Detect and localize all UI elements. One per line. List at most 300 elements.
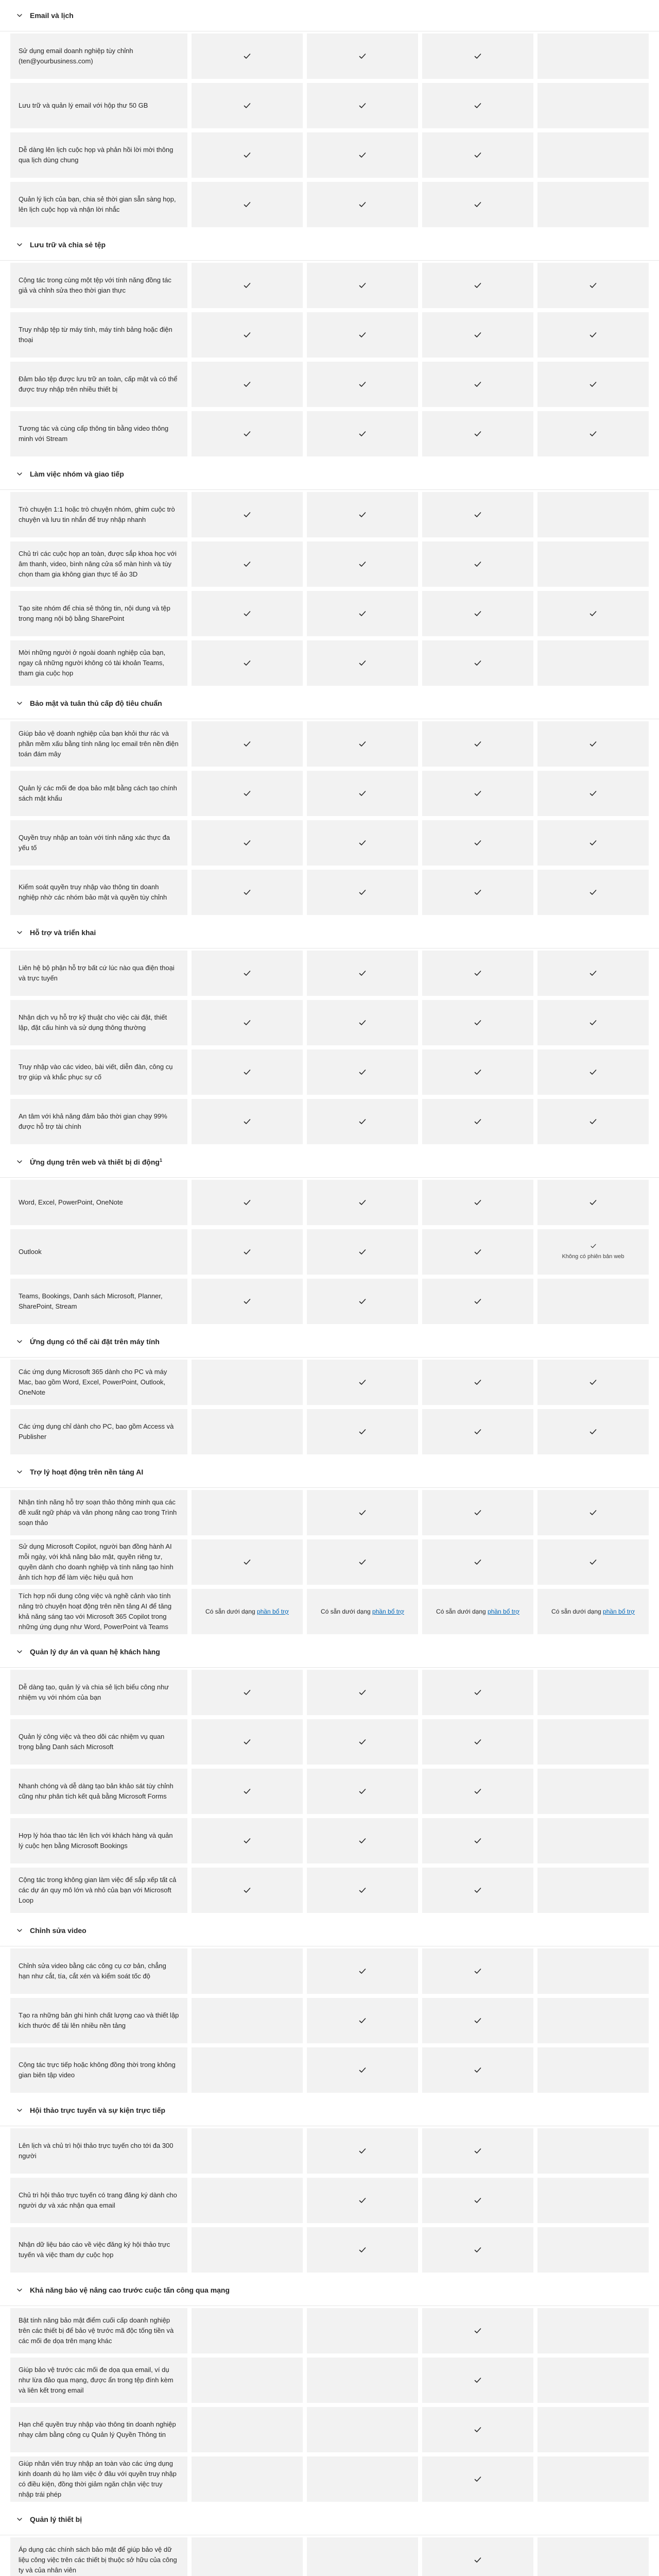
checkmark-icon — [474, 789, 482, 798]
addon-prefix: Có sẵn dưới dạng — [436, 1608, 486, 1615]
plan-cell — [422, 1670, 533, 1715]
plan-cell — [422, 2407, 533, 2452]
feature-label: Cộng tác trong không gian làm việc để sắp xếp tất cả các dự án quy mô lớn và nhỏ của bạn với Microsoft Loop — [10, 1868, 187, 1913]
feature-label: Giúp nhân viên truy nhập an toàn vào các ứng dụng kinh doanh dù họ làm việc ở đâu với quyền truy nhập có điều kiện, đồng thời giảm ngăn chặn việc truy nhập trái phép — [10, 2456, 187, 2502]
plan-cell — [192, 312, 303, 358]
plan-cell — [307, 1670, 418, 1715]
checkmark-icon — [474, 281, 482, 290]
table-row — [0, 1587, 659, 1636]
plan-cell — [192, 1719, 303, 1765]
checkmark-icon — [243, 1297, 251, 1306]
plan-cell — [192, 1589, 303, 1634]
plan-cell — [537, 1229, 649, 1275]
chevron-down-icon[interactable] — [16, 929, 23, 936]
checkmark-icon — [474, 1297, 482, 1306]
checkmark-icon — [243, 1117, 251, 1126]
checkmark-icon — [474, 2327, 482, 2335]
table-row — [0, 1488, 659, 1537]
section-header[interactable] — [0, 1326, 659, 1358]
plan-cell — [422, 2537, 533, 2576]
checkmark-icon — [474, 1787, 482, 1795]
table-row — [0, 81, 659, 130]
plan-cell — [422, 1229, 533, 1275]
plan-cell — [422, 362, 533, 407]
plan-cell — [537, 1279, 649, 1324]
plan-cell — [192, 2128, 303, 2174]
feature-label: Kiểm soát quyền truy nhập vào thông tin doanh nghiệp nhờ các nhóm bảo mật và quyền tùy chỉnh — [10, 870, 187, 915]
plan-cell — [422, 1180, 533, 1225]
plan-cell — [192, 1490, 303, 1535]
table-row — [0, 2045, 659, 2095]
feature-section — [0, 2275, 659, 2504]
section-title — [30, 241, 106, 249]
checkmark-icon — [589, 1198, 597, 1207]
addon-prefix: Có sẵn dưới dạng — [551, 1608, 601, 1615]
plan-cell — [192, 132, 303, 178]
table-row — [0, 1178, 659, 1227]
chevron-down-icon[interactable] — [16, 12, 23, 19]
feature-label: Bật tính năng bảo mật điểm cuối cấp doanh nghiệp trên các thiết bị để bảo vệ trước mã độc tống tiền và các mối đe dọa trên mạng khác — [10, 2308, 187, 2353]
chevron-down-icon[interactable] — [16, 1469, 23, 1475]
table-row — [0, 1767, 659, 1816]
feature-label: Nhận dịch vụ hỗ trợ kỹ thuật cho việc cài đặt, thiết lập, đặt cấu hình và sử dụng thông thường — [10, 1000, 187, 1045]
feature-section — [0, 459, 659, 688]
section-title — [30, 470, 124, 478]
plan-cell — [307, 1000, 418, 1045]
plan-cell — [422, 182, 533, 227]
checkmark-icon — [243, 1837, 251, 1845]
checkmark-icon — [358, 1837, 367, 1845]
checkmark-icon — [589, 1243, 597, 1251]
checkmark-icon — [358, 151, 367, 159]
table-row — [0, 261, 659, 310]
plan-cell — [537, 1670, 649, 1715]
cell-note: Không có phiên bản web — [562, 1253, 625, 1260]
checkmark-icon — [474, 1738, 482, 1746]
plan-cell — [537, 1719, 649, 1765]
plan-cell — [307, 2358, 418, 2403]
checkmark-icon — [474, 380, 482, 388]
section-header[interactable] — [0, 0, 659, 31]
checkmark-icon — [589, 430, 597, 438]
plan-cell — [307, 1099, 418, 1144]
addon-availability — [545, 1607, 641, 1616]
plan-cell — [537, 870, 649, 915]
chevron-down-icon[interactable] — [16, 2516, 23, 2522]
section-header[interactable] — [0, 2275, 659, 2306]
plan-cell — [422, 1589, 533, 1634]
plan-cell — [537, 1409, 649, 1454]
table-row — [0, 130, 659, 180]
chevron-down-icon[interactable] — [16, 1159, 23, 1165]
checkmark-icon — [474, 1248, 482, 1256]
checkmark-icon — [589, 1558, 597, 1566]
checkmark-icon — [358, 200, 367, 209]
plan-cell — [192, 870, 303, 915]
checkmark-icon — [358, 1248, 367, 1256]
section-title-text: Làm việc nhóm và giao tiếp — [30, 470, 124, 478]
plan-cell — [192, 33, 303, 79]
checkmark-icon — [474, 151, 482, 159]
plan-cell — [422, 721, 533, 767]
addon-link[interactable]: phần bổ trợ — [488, 1608, 519, 1615]
table-row — [0, 948, 659, 998]
plan-cell — [192, 182, 303, 227]
checkmark-icon — [358, 1297, 367, 1306]
feature-label: Nhận tính năng hỗ trợ soạn thảo thông minh qua các đề xuất ngữ pháp và văn phong nâng cao trong Trình soạn thảo — [10, 1490, 187, 1535]
checkmark-icon — [358, 2196, 367, 2205]
table-row — [0, 1946, 659, 1996]
feature-label: Cộng tác trong cùng một tệp với tính năng đồng tác giả và chỉnh sửa theo thời gian thực — [10, 263, 187, 308]
checkmark-icon — [474, 888, 482, 896]
table-row — [0, 539, 659, 589]
plan-cell — [537, 2178, 649, 2223]
checkmark-icon — [474, 609, 482, 618]
addon-link[interactable]: phần bổ trợ — [603, 1608, 635, 1615]
plan-cell — [537, 1818, 649, 1863]
feature-label: Lưu trữ và quản lý email với hộp thư 50 GB — [10, 83, 187, 128]
section-title-text: Quản lý dự án và quan hệ khách hàng — [30, 1648, 160, 1656]
footnote-marker: 1 — [159, 1157, 162, 1163]
plan-cell — [537, 83, 649, 128]
plan-cell — [422, 1948, 533, 1994]
checkmark-icon — [474, 1068, 482, 1076]
feature-label: Quyền truy nhập an toàn với tính năng xác thực đa yếu tố — [10, 820, 187, 866]
table-row — [0, 769, 659, 818]
feature-label: Chủ trì hội thảo trực tuyến có trang đăng ký dành cho người dự và xác nhận qua email — [10, 2178, 187, 2223]
checkmark-icon — [358, 1886, 367, 1894]
checkmark-icon — [243, 659, 251, 667]
section-header[interactable] — [0, 1636, 659, 1668]
checkmark-icon — [243, 1019, 251, 1027]
plan-cell — [422, 1719, 533, 1765]
plan-cell — [537, 640, 649, 686]
plan-cell — [537, 411, 649, 456]
feature-label: Liên hệ bộ phận hỗ trợ bất cứ lúc nào qua điện thoại và trực tuyến — [10, 951, 187, 996]
plan-cell — [307, 541, 418, 587]
addon-availability — [430, 1607, 526, 1616]
checkmark-icon — [243, 789, 251, 798]
plan-cell — [537, 1948, 649, 1994]
checkmark-icon — [243, 380, 251, 388]
plan-cell — [307, 2227, 418, 2273]
checkmark-icon — [358, 2147, 367, 2155]
plan-cell — [422, 1099, 533, 1144]
checkmark-icon — [474, 1428, 482, 1436]
table-row — [0, 490, 659, 539]
checkmark-icon — [474, 1967, 482, 1975]
section-title — [30, 1468, 143, 1476]
plan-cell — [307, 1589, 418, 1634]
checkmark-icon — [358, 380, 367, 388]
table-row — [0, 638, 659, 688]
checkmark-icon — [474, 1019, 482, 1027]
plan-cell — [192, 2227, 303, 2273]
plan-cell — [537, 263, 649, 308]
feature-label: Sử dụng Microsoft Copilot, người bạn đồng hành AI mỗi ngày, với khả năng bảo mật, quyền riêng tư, quyền dành cho doanh nghiệp và tính năng tạo hình ảnh tích hợp để làm việc hiệu quả hơn — [10, 1539, 187, 1585]
section-header[interactable] — [0, 229, 659, 261]
checkmark-icon — [243, 430, 251, 438]
feature-label: Quản lý công việc và theo dõi các nhiệm vụ quan trọng bằng Danh sách Microsoft — [10, 1719, 187, 1765]
plan-cell — [537, 1769, 649, 1814]
section-header[interactable] — [0, 1456, 659, 1488]
section-title — [30, 1337, 160, 1346]
checkmark-icon — [474, 1837, 482, 1845]
checkmark-icon — [358, 1558, 367, 1566]
checkmark-icon — [358, 2066, 367, 2074]
feature-section — [0, 1456, 659, 1636]
checkmark-icon — [589, 1509, 597, 1517]
table-row — [0, 1537, 659, 1587]
checkmark-icon — [589, 969, 597, 977]
plan-cell — [307, 1769, 418, 1814]
plan-cell — [537, 492, 649, 537]
chevron-down-icon[interactable] — [16, 1649, 23, 1655]
section-title — [30, 2286, 230, 2294]
checkmark-icon — [358, 560, 367, 568]
section-title — [30, 2515, 82, 2523]
feature-label: Tương tác và cùng cấp thông tin bằng video thông minh với Stream — [10, 411, 187, 456]
plan-cell — [422, 411, 533, 456]
feature-label: Các ứng dụng chỉ dành cho PC, bao gồm Access và Publisher — [10, 1409, 187, 1454]
plan-cell — [422, 1818, 533, 1863]
chevron-down-icon[interactable] — [16, 1338, 23, 1345]
checkmark-icon — [243, 1068, 251, 1076]
plan-cell — [537, 1589, 649, 1634]
plan-cell — [307, 820, 418, 866]
table-row — [0, 868, 659, 917]
plan-cell — [307, 591, 418, 636]
table-row — [0, 2355, 659, 2405]
checkmark-icon — [243, 888, 251, 896]
feature-label: Quản lý các mối đe dọa bảo mật bằng cách tạo chính sách mật khẩu — [10, 771, 187, 816]
plan-cell — [537, 1360, 649, 1405]
chevron-down-icon[interactable] — [16, 2107, 23, 2113]
section-title — [30, 928, 96, 937]
plan-cell — [537, 721, 649, 767]
checkmark-icon — [474, 101, 482, 110]
plan-cell — [422, 820, 533, 866]
checkmark-icon — [474, 2016, 482, 2025]
chevron-down-icon[interactable] — [16, 700, 23, 706]
section-title-text: Trợ lý hoạt động trên nền tảng AI — [30, 1468, 144, 1476]
feature-section — [0, 2504, 659, 2576]
checkmark-icon — [358, 1967, 367, 1975]
checkmark-icon — [474, 2147, 482, 2155]
plan-cell — [307, 362, 418, 407]
section-header[interactable] — [0, 688, 659, 719]
plan-cell — [537, 33, 649, 79]
table-row — [0, 1277, 659, 1326]
checkmark-icon — [358, 1688, 367, 1697]
plan-cell — [537, 2227, 649, 2273]
section-title-text: Khả năng bảo vệ nâng cao trước cuộc tấn công qua mạng — [30, 2286, 230, 2294]
table-row — [0, 2454, 659, 2504]
table-row — [0, 2126, 659, 2176]
plan-cell — [307, 771, 418, 816]
feature-label: Tạo ra những bản ghi hình chất lượng cao và thiết lập kích thước để tải lên nhiều nền tảng — [10, 1998, 187, 2043]
feature-label: Dễ dàng tạo, quản lý và chia sẻ lịch biểu công như nhiệm vụ với nhóm của bạn — [10, 1670, 187, 1715]
checkmark-icon — [358, 1019, 367, 1027]
section-title — [30, 1926, 86, 1935]
plan-cell — [307, 1818, 418, 1863]
plan-cell — [192, 2456, 303, 2502]
plan-cell — [537, 2537, 649, 2576]
checkmark-icon — [474, 2556, 482, 2564]
feature-section — [0, 1326, 659, 1456]
checkmark-icon — [358, 888, 367, 896]
checkmark-icon — [243, 200, 251, 209]
checkmark-icon — [358, 2246, 367, 2254]
plan-cell — [422, 263, 533, 308]
checkmark-icon — [589, 1019, 597, 1027]
checkmark-icon — [243, 281, 251, 290]
checkmark-icon — [474, 1117, 482, 1126]
plan-cell — [537, 951, 649, 996]
section-header[interactable] — [0, 1915, 659, 1946]
plan-cell — [192, 591, 303, 636]
checkmark-icon — [358, 1428, 367, 1436]
plan-cell — [307, 1049, 418, 1095]
addon-link[interactable]: phần bổ trợ — [257, 1608, 289, 1615]
chevron-down-icon[interactable] — [16, 471, 23, 477]
chevron-down-icon[interactable] — [16, 1927, 23, 1934]
feature-label: Outlook — [10, 1229, 187, 1275]
table-row — [0, 360, 659, 409]
plan-cell — [307, 1360, 418, 1405]
section-title-text: Quản lý thiết bị — [30, 2515, 82, 2523]
plan-cell — [307, 182, 418, 227]
plan-cell — [307, 1948, 418, 1994]
chevron-down-icon[interactable] — [16, 242, 23, 248]
table-row — [0, 1407, 659, 1456]
plan-cell — [192, 83, 303, 128]
checkmark-icon — [474, 740, 482, 748]
plan-cell — [307, 132, 418, 178]
checkmark-icon — [243, 151, 251, 159]
chevron-down-icon[interactable] — [16, 2287, 23, 2293]
section-header[interactable] — [0, 2095, 659, 2126]
section-header[interactable] — [0, 917, 659, 948]
plan-cell — [192, 1229, 303, 1275]
feature-label: Trò chuyện 1:1 hoặc trò chuyện nhóm, ghim cuộc trò chuyện và lưu tin nhắn để truy nhập nhanh — [10, 492, 187, 537]
checkmark-icon — [474, 331, 482, 339]
section-header[interactable] — [0, 1146, 659, 1178]
plan-cell — [192, 541, 303, 587]
checkmark-icon — [358, 2016, 367, 2025]
plan-cell — [422, 132, 533, 178]
plan-cell — [537, 1180, 649, 1225]
plan-cell — [422, 492, 533, 537]
feature-label: Mời những người ở ngoài doanh nghiệp của bạn, ngay cả những người không có tài khoản Teams, tham gia cuộc họp — [10, 640, 187, 686]
checkmark-icon — [358, 511, 367, 519]
checkmark-icon — [474, 560, 482, 568]
plan-cell — [192, 1769, 303, 1814]
checkmark-icon — [243, 609, 251, 618]
section-title-text: Bảo mật và tuân thủ cấp độ tiêu chuẩn — [30, 699, 162, 707]
section-header[interactable] — [0, 2504, 659, 2535]
checkmark-icon — [358, 740, 367, 748]
plan-cell — [422, 1000, 533, 1045]
checkmark-icon — [358, 1738, 367, 1746]
section-title — [30, 2106, 165, 2114]
plan-cell — [422, 771, 533, 816]
addon-link[interactable]: phần bổ trợ — [372, 1608, 404, 1615]
section-title-text: Ứng dụng trên web và thiết bị di động — [30, 1158, 160, 1166]
plan-cell — [192, 640, 303, 686]
plan-cell — [422, 591, 533, 636]
checkmark-icon — [243, 1688, 251, 1697]
plan-cell — [192, 1998, 303, 2043]
checkmark-icon — [358, 52, 367, 60]
checkmark-icon — [358, 1378, 367, 1386]
checkmark-icon — [243, 52, 251, 60]
checkmark-icon — [243, 1787, 251, 1795]
plan-cell — [422, 2178, 533, 2223]
plan-cell — [422, 83, 533, 128]
feature-label: Tích hợp nối dung công việc và nghề cảnh vào tính năng trò chuyện hoạt động trên nền tảng AI để tăng khả năng sáng tạo với Microsoft 365 Copilot trong những ứng dụng như Word, PowerPoint và Teams — [10, 1589, 187, 1634]
plan-cell — [307, 1490, 418, 1535]
checkmark-icon — [474, 969, 482, 977]
plan-cell — [307, 1998, 418, 2043]
checkmark-icon — [474, 2246, 482, 2254]
checkmark-icon — [474, 2376, 482, 2384]
plan-cell — [537, 1998, 649, 2043]
plan-cell — [307, 312, 418, 358]
checkmark-icon — [589, 1117, 597, 1126]
plan-cell — [422, 2456, 533, 2502]
checkmark-icon — [474, 1558, 482, 1566]
feature-label: Dễ dàng lên lịch cuộc họp và phản hồi lời mời thông qua lịch dùng chung — [10, 132, 187, 178]
section-header[interactable] — [0, 459, 659, 490]
checkmark-icon — [358, 281, 367, 290]
checkmark-icon — [474, 2196, 482, 2205]
feature-label: Áp dụng các chính sách bảo mật để giúp bảo vệ dữ liệu công việc trên các thiết bị thuộc sở hữu của công ty và của nhân viên — [10, 2537, 187, 2576]
checkmark-icon — [589, 1068, 597, 1076]
checkmark-icon — [358, 1787, 367, 1795]
plan-cell — [307, 2456, 418, 2502]
checkmark-icon — [358, 609, 367, 618]
checkmark-icon — [474, 1688, 482, 1697]
plan-cell — [192, 1360, 303, 1405]
plan-cell — [192, 1948, 303, 1994]
plan-cell — [307, 1279, 418, 1324]
feature-section — [0, 917, 659, 1146]
table-row — [0, 998, 659, 1047]
plan-cell — [422, 2128, 533, 2174]
plan-cell — [307, 640, 418, 686]
plan-cell — [422, 1409, 533, 1454]
plan-cell — [192, 771, 303, 816]
plan-cell — [307, 721, 418, 767]
checkmark-icon — [358, 331, 367, 339]
feature-label: Hợp lý hóa thao tác lên lịch với khách hàng và quản lý cuộc hẹn bằng Microsoft Bookings — [10, 1818, 187, 1863]
feature-label: Lên lịch và chủ trì hội thảo trực tuyến cho tới đa 300 người — [10, 2128, 187, 2174]
plan-cell — [192, 1049, 303, 1095]
plan-cell — [422, 870, 533, 915]
feature-label: Tạo site nhóm để chia sẻ thông tin, nội dung và tệp trong mạng nội bộ bằng SharePoint — [10, 591, 187, 636]
checkmark-icon — [474, 1886, 482, 1894]
checkmark-icon — [589, 281, 597, 290]
feature-label: Sử dụng email doanh nghiệp tùy chỉnh (ten@yourbusiness.com) — [10, 33, 187, 79]
checkmark-icon — [474, 1509, 482, 1517]
feature-label: Cộng tác trực tiếp hoặc không đồng thời trong không gian biên tập video — [10, 2047, 187, 2093]
plan-cell — [307, 1180, 418, 1225]
checkmark-icon — [589, 331, 597, 339]
feature-label: Word, Excel, PowerPoint, OneNote — [10, 1180, 187, 1225]
section-title-text: Hội thảo trực tuyến và sự kiện trực tiếp — [30, 2106, 166, 2114]
plan-cell — [537, 2358, 649, 2403]
